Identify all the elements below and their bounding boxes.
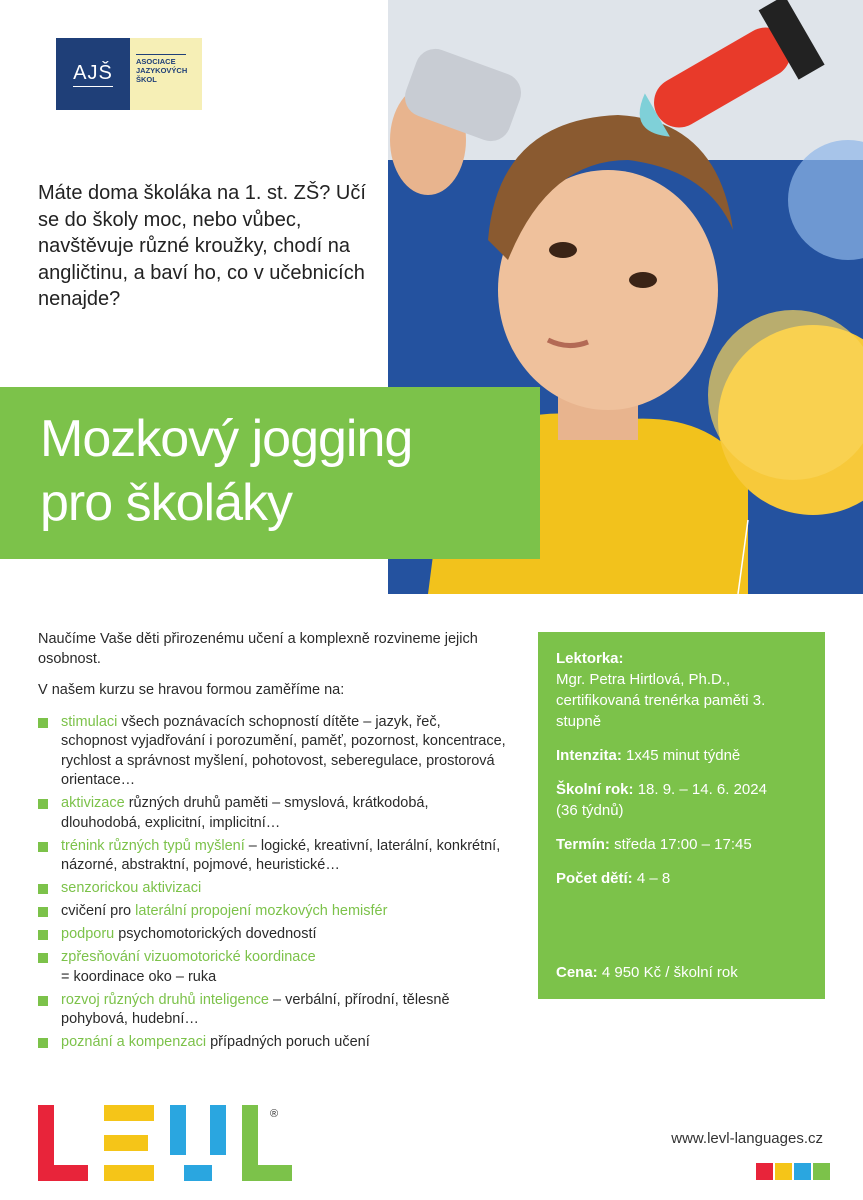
school-year-label: Školní rok: [556, 781, 634, 798]
school-year-value: 18. 9. – 14. 6. 2024 [637, 781, 767, 798]
ajs-logo-mark [56, 38, 130, 110]
list-item-text: všech poznávacích schopností dítěte – jazyk, řeč, schopnost vyjadřování i porozumění, paměť, pozornost, koncentrace, rychlost a správnost myšlení, pohotovost, seberegulace, prostorová orientace… [61, 713, 506, 788]
list-item [38, 879, 508, 899]
list-item [38, 794, 508, 833]
list-item-highlight: zpřesňování vizuomotorické koordinace [61, 949, 316, 965]
bullet-square-icon [38, 884, 48, 894]
website-url[interactable]: www.levl-languages.cz [671, 1130, 823, 1147]
price-label: Cena: [556, 964, 598, 981]
lecturer-block [556, 648, 807, 732]
list-item-highlight: aktivizace [61, 795, 125, 811]
registered-mark: ® [270, 1108, 279, 1120]
bullet-square-icon [38, 1038, 48, 1048]
course-description [38, 630, 508, 1056]
ajs-logo-short: AJŠ [73, 62, 113, 87]
kids-count-value: 4 – 8 [636, 870, 671, 887]
green-square [813, 1163, 830, 1180]
ajs-logo-line1: ASOCIACE [136, 57, 176, 66]
bullet-square-icon [38, 799, 48, 809]
lecturer-label: Lektorka: [556, 650, 624, 667]
list-item [38, 925, 508, 945]
ajs-logo [56, 38, 202, 110]
red-square [756, 1163, 773, 1180]
kids-count-block [556, 868, 807, 889]
list-item [38, 991, 508, 1030]
term-label: Termín: [556, 836, 610, 853]
intensity-label: Intenzita: [556, 747, 622, 764]
yellow-square [775, 1163, 792, 1180]
list-item-highlight: stimulaci [61, 713, 118, 730]
list-item [38, 948, 508, 987]
main-title [40, 407, 412, 535]
kids-count-label: Počet dětí: [556, 870, 633, 887]
school-year-block [556, 779, 807, 821]
bullet-square-icon [38, 930, 48, 940]
ajs-logo-text [130, 38, 202, 110]
list-item-text: = koordinace oko – ruka [61, 968, 217, 985]
list-item-highlight: podporu [61, 926, 115, 942]
lecturer-name: Mgr. Petra Hirtlová, Ph.D., [556, 671, 731, 688]
intensity-block [556, 745, 807, 766]
course-info-box [538, 632, 825, 999]
price-block [556, 962, 738, 983]
main-title-line2: pro školáky [40, 474, 292, 532]
list-item-text: psychomotorických dovedností [114, 926, 317, 942]
list-item-text: případných poruch učení [206, 1034, 370, 1050]
bullet-square-icon [38, 907, 48, 917]
description-paragraph-2: V našem kurzu se hravou formou zaměříme na: [38, 682, 345, 698]
bullet-square-icon [38, 996, 48, 1006]
intensity-value: 1x45 minut týdně [626, 747, 741, 764]
list-item-text: různých druhů paměti – smyslová, krátkodobá, dlouhodobá, explicitní, implicitní… [61, 795, 429, 831]
school-year-weeks: (36 týdnů) [556, 802, 624, 819]
term-block [556, 834, 807, 855]
brand-color-strip [756, 1163, 830, 1180]
list-item-highlight: laterální propojení mozkových hemisfér [135, 903, 388, 919]
description-paragraph-1: Naučíme Vaše děti přirozenému učení a komplexně rozvineme jejich osobnost. [38, 631, 478, 667]
lecturer-description: certifikovaná trenérka paměti 3. stupně [556, 692, 766, 730]
focus-list [38, 713, 508, 1053]
list-item-prefix: cvičení pro [61, 903, 136, 919]
main-title-line1: Mozkový jogging [40, 410, 413, 468]
list-item [38, 713, 508, 791]
intro-question: Máte doma školáka na 1. st. ZŠ? Učí se do školy moc, nebo vůbec, navštěvuje různé kroužky, chodí na angličtinu, a baví ho, co v učebnicích nenajde? [38, 182, 366, 310]
list-item-highlight: trénink různých typů myšlení [61, 837, 245, 854]
list-item-highlight: rozvoj různých druhů inteligence [61, 991, 269, 1008]
list-item [38, 902, 508, 922]
bullet-square-icon [38, 842, 48, 852]
title-band [0, 387, 540, 559]
blue-square [794, 1163, 811, 1180]
levl-logo [38, 1103, 303, 1183]
price-value: 4 950 Kč / školní rok [601, 964, 738, 981]
bullet-square-icon [38, 718, 48, 728]
list-item [38, 837, 508, 876]
term-value: středa 17:00 – 17:45 [614, 836, 752, 853]
bullet-square-icon [38, 953, 48, 963]
ajs-logo-line2: JAZYKOVÝCH [136, 66, 188, 75]
list-item [38, 1033, 508, 1053]
ajs-logo-line3: ŠKOL [136, 75, 157, 84]
list-item-highlight: senzorickou aktivizaci [61, 880, 202, 896]
list-item-highlight: poznání a kompenzaci [61, 1034, 207, 1050]
list-item-text: – verbální, přírodní, tělesně pohybová, hudební… [61, 991, 450, 1027]
list-item-text: – logické, kreativní, laterální, konkrétní, názorné, abstraktní, pojmové, heuristické… [61, 837, 501, 873]
